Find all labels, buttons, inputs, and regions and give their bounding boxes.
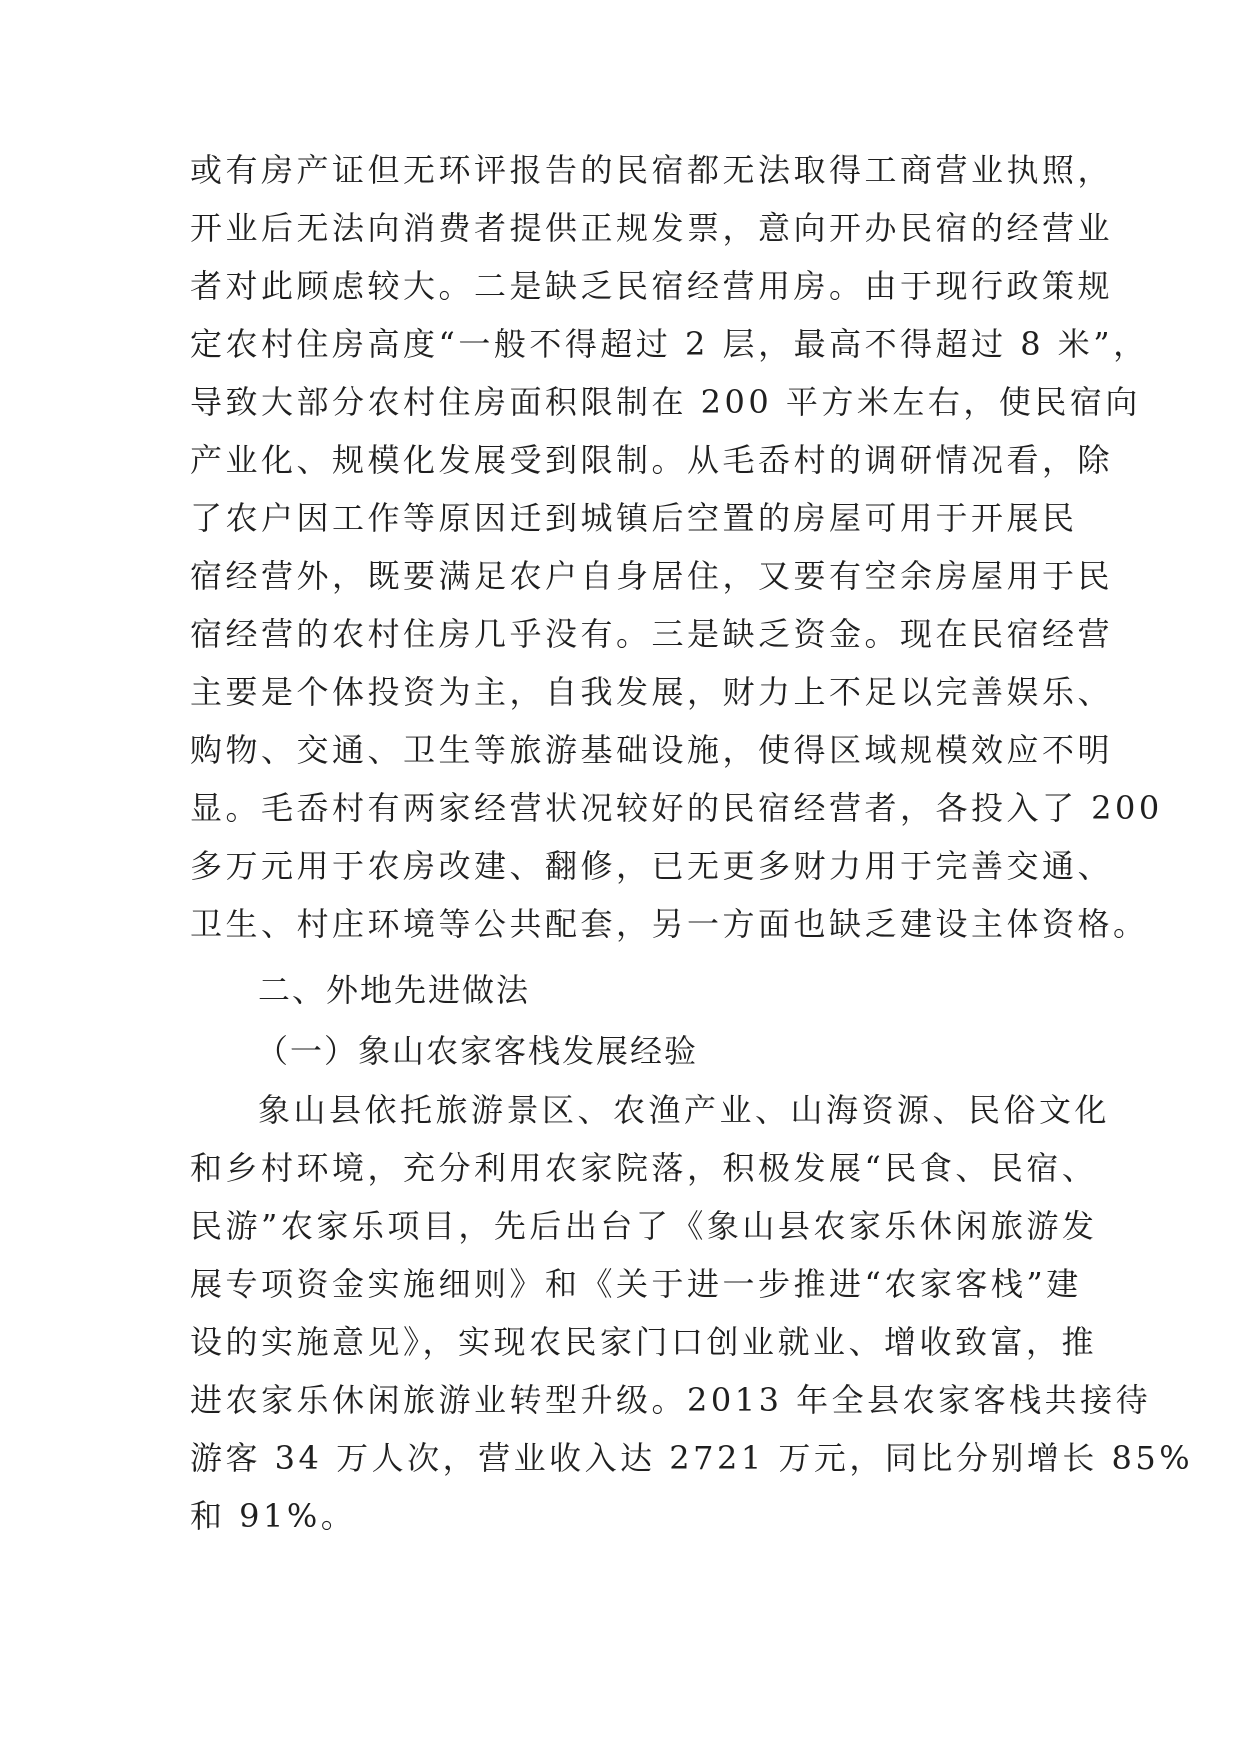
paragraph-1-line-13: 多万元用于农房改建、翻修，已无更多财力用于完善交通、 xyxy=(190,847,1114,885)
paragraph-2-line-6: 进农家乐休闲旅游业转型升级。2013 年全县农家客栈共接待 xyxy=(190,1381,1152,1419)
paragraph-1-line-6: 产业化、规模化发展受到限制。从毛岙村的调研情况看，除 xyxy=(190,441,1114,479)
paragraph-2-line-5: 设的实施意见》，实现农民家门口创业就业、增收致富，推 xyxy=(190,1323,1098,1361)
paragraph-1-line-7: 了农户因工作等原因迁到城镇后空置的房屋可用于开展民 xyxy=(190,499,1078,537)
section-heading: 二、外地先进做法 xyxy=(258,971,531,1009)
paragraph-2-line-7: 游客 34 万人次，营业收入达 2721 万元，同比分别增长 85% xyxy=(190,1439,1194,1477)
paragraph-1-line-5: 导致大部分农村住房面积限制在 200 平方米左右，使民宿向 xyxy=(190,383,1141,421)
paragraph-1-line-8: 宿经营外，既要满足农户自身居住，又要有空余房屋用于民 xyxy=(190,557,1114,595)
paragraph-1-line-11: 购物、交通、卫生等旅游基础设施，使得区域规模效应不明 xyxy=(190,731,1114,769)
paragraph-1-line-1: 或有房产证但无环评报告的民宿都无法取得工商营业执照， xyxy=(190,151,1114,189)
paragraph-1-line-14: 卫生、村庄环境等公共配套，另一方面也缺乏建设主体资格。 xyxy=(190,905,1149,943)
subsection-heading: （一）象山农家客栈发展经验 xyxy=(256,1032,699,1070)
paragraph-1-line-10: 主要是个体投资为主，自我发展，财力上不足以完善娱乐、 xyxy=(190,673,1114,711)
paragraph-2-line-3: 民游”农家乐项目，先后出台了《象山县农家乐休闲旅游发 xyxy=(190,1207,1098,1245)
paragraph-2-line-2: 和乡村环境，充分利用农家院落，积极发展“民食、民宿、 xyxy=(190,1149,1098,1187)
paragraph-1-line-2: 开业后无法向消费者提供正规发票，意向开办民宿的经营业 xyxy=(190,209,1114,247)
paragraph-2-line-8: 和 91%。 xyxy=(190,1497,357,1535)
paragraph-1-line-4: 定农村住房高度“一般不得超过 2 层，最高不得超过 8 米”， xyxy=(190,325,1149,363)
paragraph-1-line-12: 显。毛岙村有两家经营状况较好的民宿经营者，各投入了 200 xyxy=(190,789,1163,827)
paragraph-2-line-4: 展专项资金实施细则》和《关于进一步推进“农家客栈”建 xyxy=(190,1265,1082,1303)
paragraph-1-line-3: 者对此顾虑较大。二是缺乏民宿经营用房。由于现行政策规 xyxy=(190,267,1114,305)
paragraph-1-line-9: 宿经营的农村住房几乎没有。三是缺乏资金。现在民宿经营 xyxy=(190,615,1114,653)
paragraph-2-line-1: 象山县依托旅游景区、农渔产业、山海资源、民俗文化 xyxy=(258,1091,1111,1129)
